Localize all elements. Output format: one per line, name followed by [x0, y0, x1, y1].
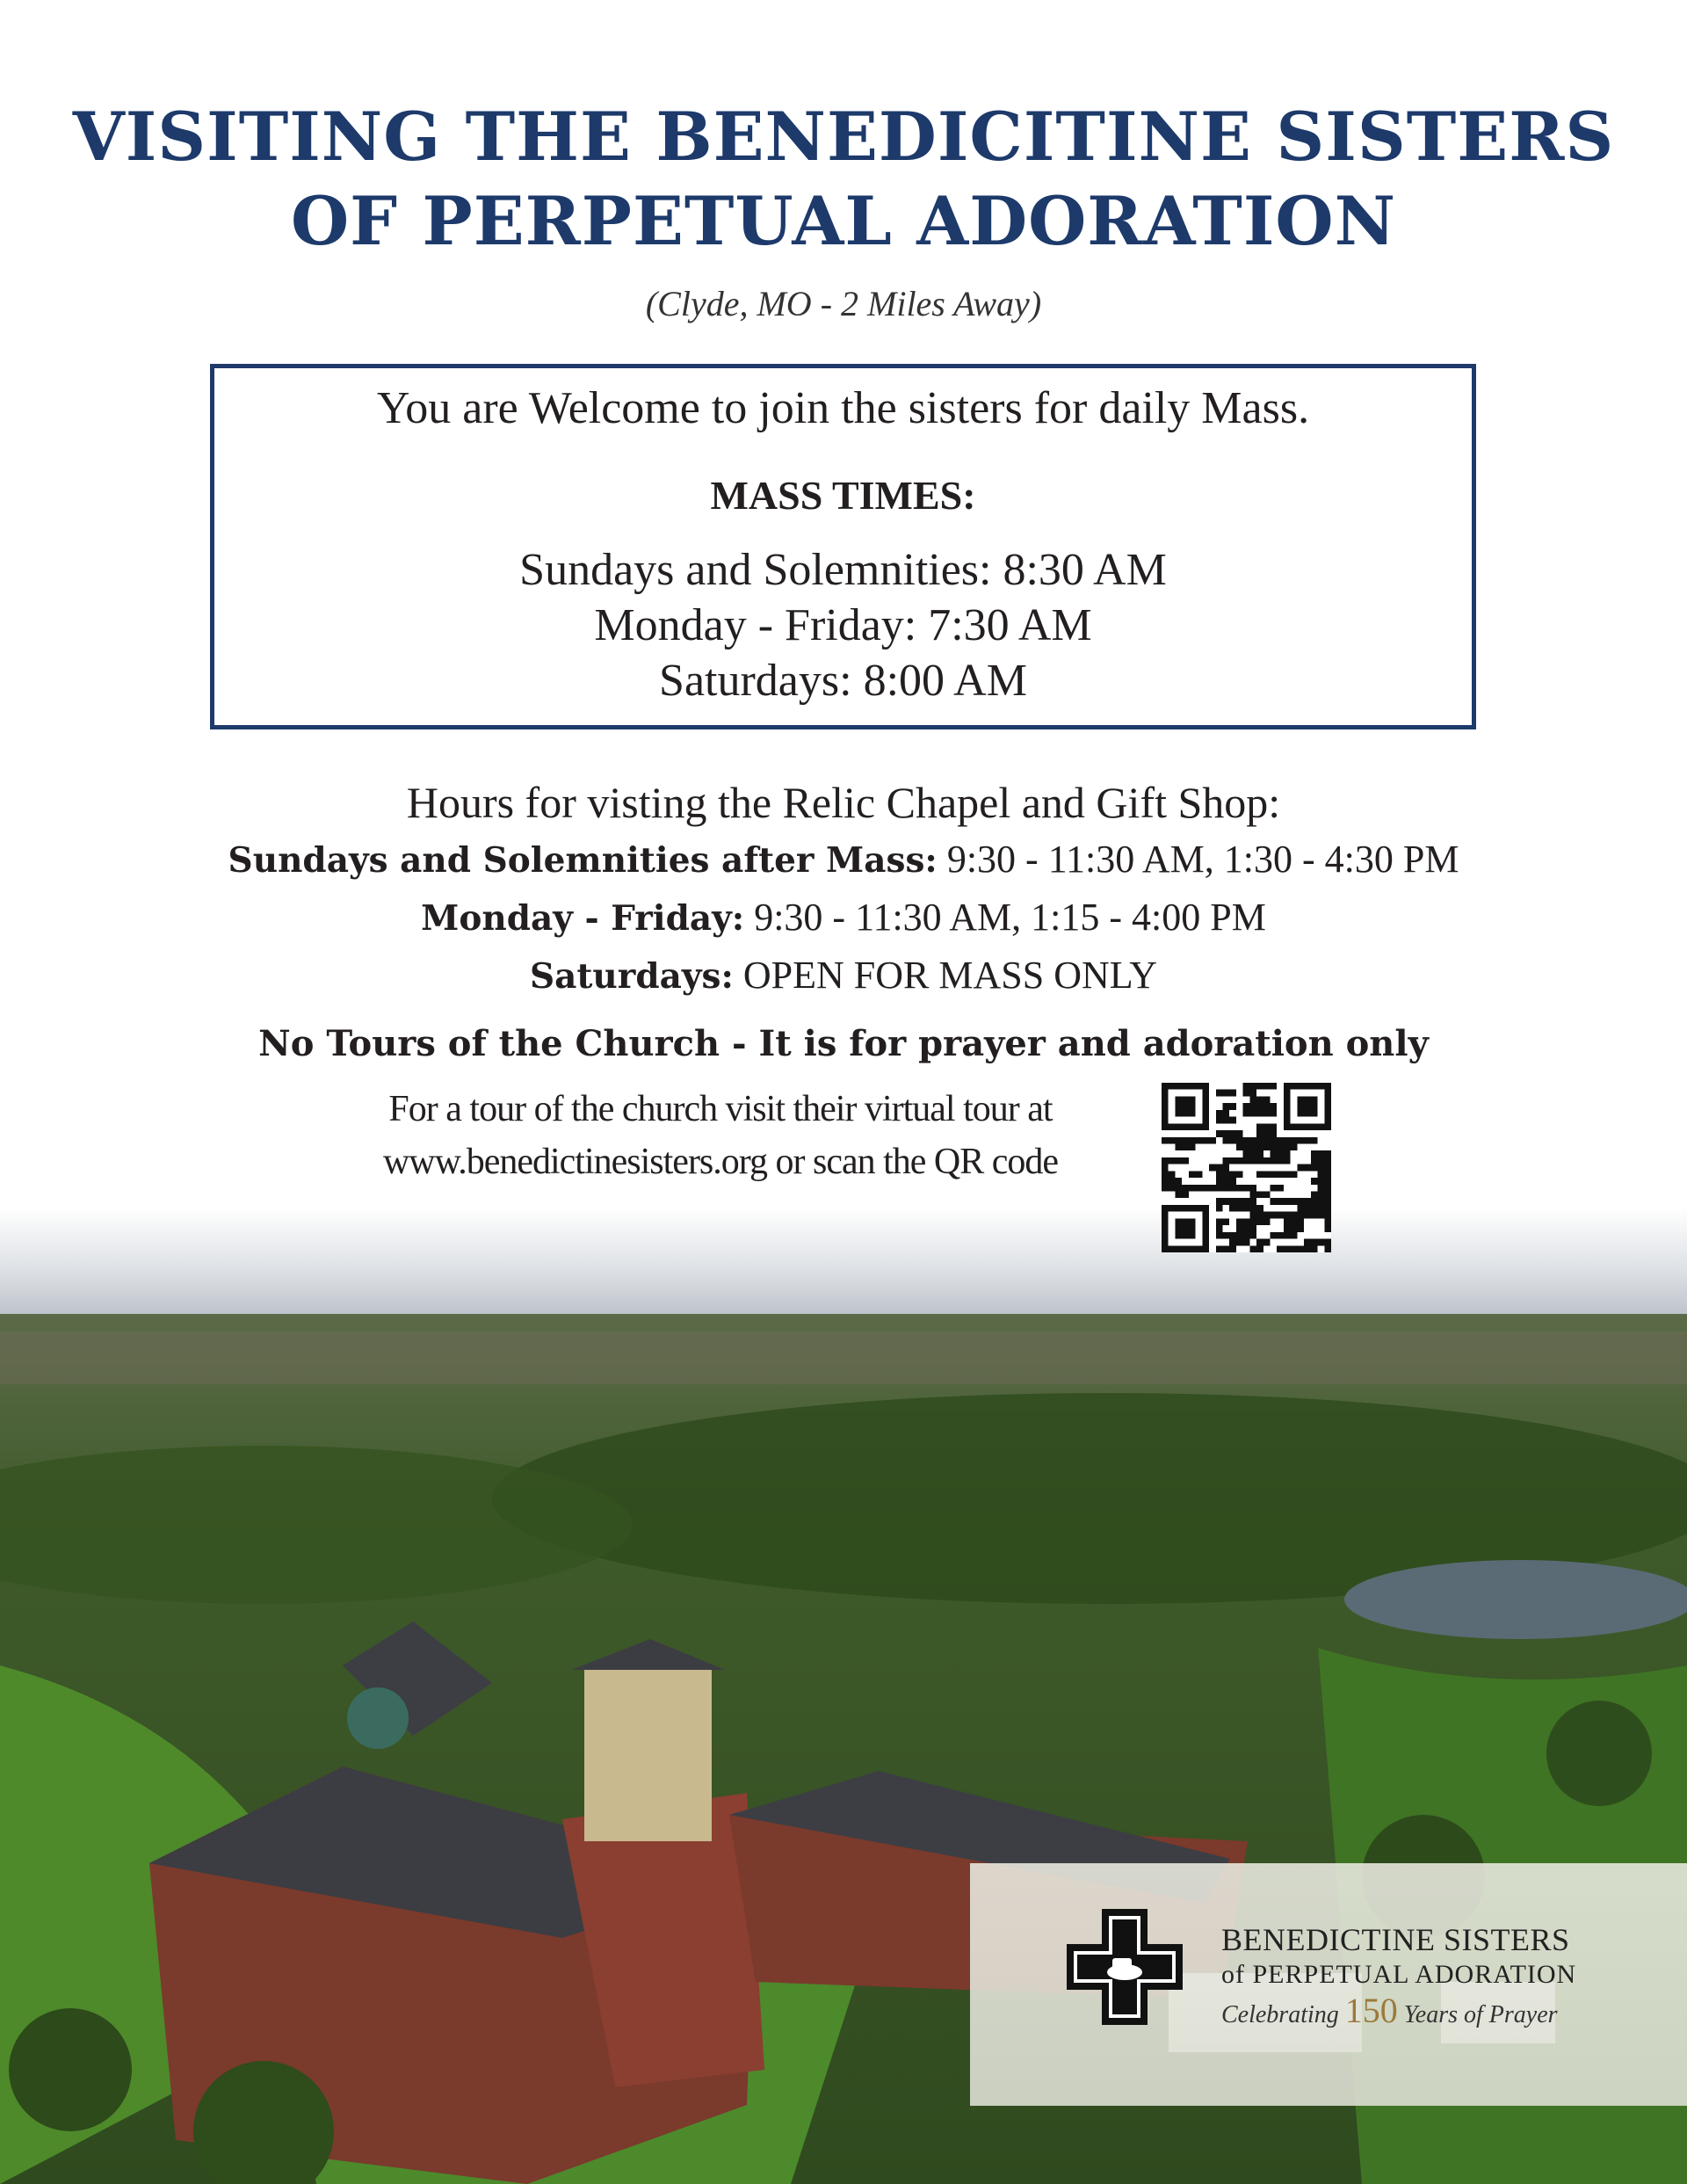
virtual-tour-text	[299, 1083, 1142, 1188]
qr-code-icon[interactable]	[1162, 1083, 1331, 1252]
virtual-tour-line-1: For a tour of the church visit their virtual tour at	[388, 1089, 1053, 1129]
no-tours-notice: No Tours of the Church - It is for prayer and adoration only	[258, 1023, 1429, 1064]
mass-time-weekdays: Monday - Friday: 7:30 AM	[594, 600, 1092, 650]
hours-value: 9:30 - 11:30 AM, 1:15 - 4:00 PM	[744, 896, 1266, 939]
logo-panel	[970, 1863, 1687, 2106]
hours-label: Sundays and Solemnities after Mass:	[228, 840, 938, 881]
mass-times-box	[210, 364, 1476, 729]
logo-anniversary-number: 150	[1344, 1991, 1398, 2030]
mass-time-sundays: Sundays and Solemnities: 8:30 AM	[519, 545, 1167, 595]
logo-celebrating: Celebrating	[1221, 2001, 1339, 2028]
mass-time-saturdays: Saturdays: 8:00 AM	[659, 656, 1027, 706]
logo-line-3	[1221, 1990, 1678, 2031]
hours-heading: Hours for visting the Relic Chapel and Gift Shop:	[406, 778, 1281, 827]
title-line-2: OF PERPETUAL ADORATION	[290, 182, 1397, 260]
virtual-tour-line-2: www.benedictinesisters.org or scan the QR code	[382, 1142, 1059, 1182]
logo-line-2: of PERPETUAL ADORATION	[1221, 1960, 1577, 1989]
hours-line-saturdays	[0, 953, 1687, 998]
welcome-text: You are Welcome to join the sisters for daily Mass.	[376, 383, 1310, 433]
hours-line-sundays	[0, 837, 1687, 882]
benedictine-cross-logo-icon	[1067, 1909, 1183, 2025]
title-line-1: VISITING THE BENEDICITINE SISTERS	[72, 98, 1615, 176]
hours-line-weekdays	[0, 895, 1687, 940]
location-subtitle: (Clyde, MO - 2 Miles Away)	[645, 284, 1042, 323]
hours-label: Saturdays:	[529, 956, 734, 997]
logo-text	[1221, 1921, 1678, 2031]
logo-years-of-prayer: Years of Prayer	[1403, 2001, 1558, 2028]
hours-value: OPEN FOR MASS ONLY	[733, 954, 1158, 997]
page-title	[0, 95, 1687, 264]
logo-line-1: BENEDICTINE SISTERS	[1221, 1922, 1570, 1957]
hours-value: 9:30 - 11:30 AM, 1:30 - 4:30 PM	[937, 838, 1459, 881]
mass-times-heading: MASS TIMES:	[710, 473, 976, 518]
hours-label: Monday - Friday:	[421, 898, 745, 939]
